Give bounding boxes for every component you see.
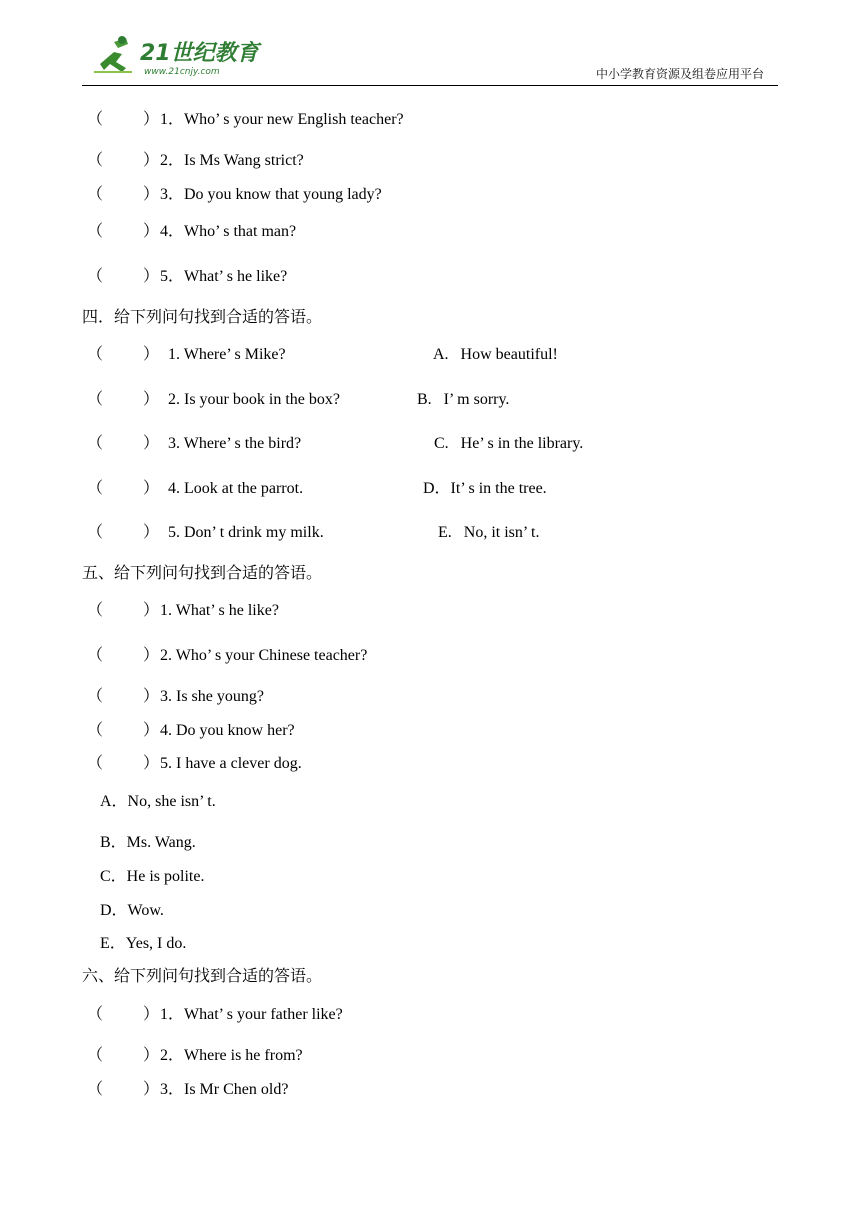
answer-paren-open: （ (87, 1047, 104, 1064)
answer-paren-close: ） (143, 1047, 160, 1064)
answer-paren-close: ） (143, 647, 160, 664)
question-text: 1．What’ s your father like? (160, 1006, 343, 1023)
question-text: 5．What’ s he like? (160, 268, 288, 285)
question-text: 3．Is Mr Chen old? (160, 1081, 289, 1098)
answer-paren-open: （ (87, 480, 104, 497)
answer-option: B. I’ m sorry. (417, 391, 510, 408)
answer-paren-close: ） (143, 1006, 160, 1023)
answer-paren-close: ） (143, 722, 160, 739)
question-text: 2．Is Ms Wang strict? (160, 152, 304, 169)
header-divider (82, 85, 778, 86)
question-text: 3. Where’ s the bird? (168, 435, 302, 452)
answer-paren-open: （ (87, 602, 104, 619)
answer-paren-close: ） (143, 186, 160, 203)
answer-paren-open: （ (87, 1081, 104, 1098)
answer-paren-close: ） (143, 688, 160, 705)
answer-paren-open: （ (87, 722, 104, 739)
logo (92, 34, 267, 78)
answer-paren-open: （ (87, 223, 104, 240)
answer-paren-open: （ (87, 391, 104, 408)
answer-option: A. How beautiful! (433, 346, 558, 363)
answer-paren-open: （ (87, 755, 104, 772)
answer-paren-close: ） (143, 480, 160, 497)
question-text: 3．Do you know that young lady? (160, 186, 382, 203)
answer-option: D．It’ s in the tree. (423, 480, 547, 497)
answer-paren-close: ） (143, 152, 160, 169)
question-text: 5. Don’ t drink my milk. (168, 524, 324, 541)
answer-paren-close: ） (143, 1081, 160, 1098)
section-heading: 六、给下列问句找到合适的答语。 (82, 966, 323, 985)
answer-paren-open: （ (87, 1006, 104, 1023)
question-text: 2. Is your book in the box? (168, 391, 340, 408)
question-text: 1．Who’ s your new English teacher? (160, 111, 404, 128)
question-text: 2. Who’ s your Chinese teacher? (160, 647, 368, 664)
question-text: 4. Do you know her? (160, 722, 295, 739)
answer-paren-open: （ (87, 152, 104, 169)
answer-paren-open: （ (87, 268, 104, 285)
answer-option: B．Ms. Wang. (100, 834, 196, 851)
answer-paren-open: （ (87, 524, 104, 541)
answer-option: E．Yes, I do. (100, 935, 187, 952)
question-text: 4．Who’ s that man? (160, 223, 297, 240)
svg-text:21世纪教育: 21世纪教育 (140, 41, 259, 66)
answer-paren-open: （ (87, 346, 104, 363)
answer-paren-open: （ (87, 186, 104, 203)
answer-option: E. No, it isn’ t. (438, 524, 540, 541)
answer-paren-open: （ (87, 688, 104, 705)
question-text: 3. Is she young? (160, 688, 264, 705)
svg-text:www.21cnjy.com: www.21cnjy.com (144, 67, 220, 77)
answer-paren-close: ） (143, 268, 160, 285)
question-text: 2．Where is he from? (160, 1047, 303, 1064)
answer-paren-open: （ (87, 111, 104, 128)
answer-option: A．No, she isn’ t. (100, 793, 216, 810)
answer-option: C．He is polite. (100, 868, 205, 885)
answer-paren-close: ） (143, 391, 160, 408)
question-text: 1. Where’ s Mike? (168, 346, 286, 363)
question-text: 1. What’ s he like? (160, 602, 279, 619)
answer-paren-open: （ (87, 647, 104, 664)
answer-option: D．Wow. (100, 902, 164, 919)
answer-paren-open: （ (87, 435, 104, 452)
question-text: 4. Look at the parrot. (168, 480, 304, 497)
section-heading: 五、给下列问句找到合适的答语。 (82, 563, 323, 582)
answer-option: C. He’ s in the library. (434, 435, 584, 452)
runner-icon (94, 36, 132, 72)
section-heading: 四．给下列问句找到合适的答语。 (82, 307, 323, 326)
answer-paren-close: ） (143, 755, 160, 772)
answer-paren-close: ） (143, 346, 160, 363)
answer-paren-close: ） (143, 524, 160, 541)
platform-title: 中小学教育资源及组卷应用平台 (595, 67, 764, 81)
answer-paren-close: ） (143, 111, 160, 128)
answer-paren-close: ） (143, 223, 160, 240)
question-text: 5. I have a clever dog. (160, 755, 302, 772)
answer-paren-close: ） (143, 602, 160, 619)
answer-paren-close: ） (143, 435, 160, 452)
